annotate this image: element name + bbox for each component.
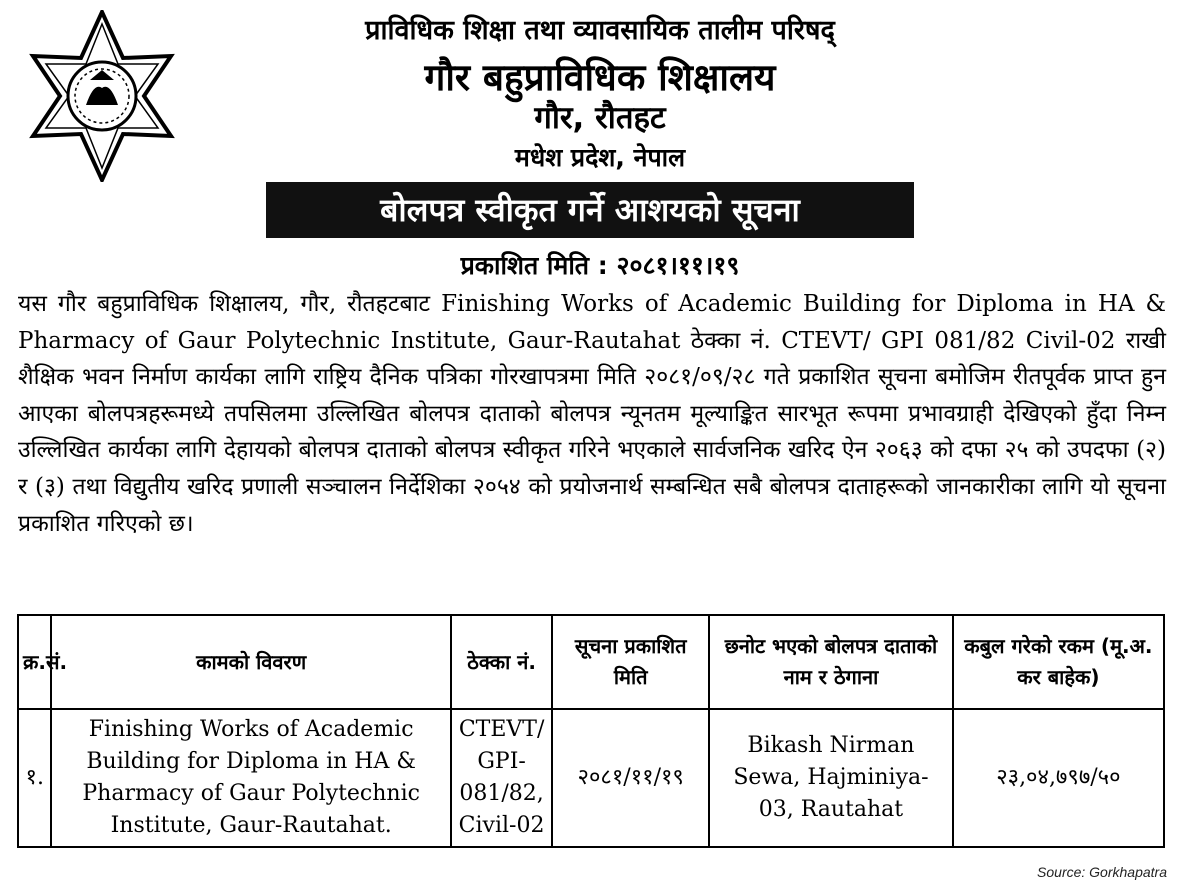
table-row (18, 709, 1164, 847)
cell-contract-no: CTEVT/ GPI- 081/82, Civil-02 (451, 709, 552, 847)
institute-name: गौर बहुप्राविधिक शिक्षालय (424, 56, 776, 99)
source-credit: Source: Gorkhapatra (1037, 864, 1167, 880)
notice-body: यस गौर बहुप्राविधिक शिक्षालय, गौर, रौतहटबाट Finishing Works of Academic Building for Diploma in HA & Pharmacy of Gaur Polytechnic Institute, Gaur-Rautahat ठेक्का नं. CTEVT/ GPI 081/82 Civil-02 राखी शैक्षिक भवन निर्माण कार्यका लागि राष्ट्रिय दैनिक पत्रिका गोरखापत्रमा मिति २०८१/०९/२८ गते प्रकाशित सूचना बमोजिम रीतपूर्वक प्राप्त हुन आएका बोलपत्रहरूमध्ये तपसिलमा उल्लिखित बोलपत्र दाताको बोलपत्र न्यूनतम मूल्याङ्कित सारभूत रूपमा प्रभावग्राही देखिएको हुँदा निम्न उल्लिखित कार्यका लागि देहायको बोलपत्र दाताको बोलपत्र स्वीकृत गरिने भएकाले सार्वजनिक खरिद ऐन २०६३ को दफा २५ को उपदफा (२) र (३) तथा विद्युतीय खरिद प्रणाली सञ्चालन निर्देशिका २०५४ को प्रयोजनार्थ सम्बन्धित सबै बोलपत्र दाताहरूको जानकारीका लागि यो सूचना प्रकाशित गरिएको छ। (18, 291, 1166, 537)
table-header-row (18, 615, 1164, 709)
award-table (17, 614, 1165, 848)
header-description: कामको विवरण (51, 615, 450, 709)
province-country: मधेश प्रदेश, नेपाल (514, 143, 686, 172)
header-bidder: छनोट भएको बोलपत्र दाताको नाम र ठेगाना (709, 615, 953, 709)
institute-location: गौर, रौतहट (534, 100, 666, 136)
cell-bidder: Bikash Nirman Sewa, Hajminiya- 03, Rautahat (709, 709, 953, 847)
published-date: प्रकाशित मिति : २०८१।११।१९ (460, 251, 740, 280)
cell-sn: १. (18, 709, 51, 847)
header-contract-no: ठेक्का नं. (451, 615, 552, 709)
cell-description: Finishing Works of Academic Building for Diploma in HA & Pharmacy of Gaur Polytechnic Institute, Gaur-Rautahat. (51, 709, 450, 847)
header-amount: कबुल गरेको रकम (मू.अ. कर बाहेक) (953, 615, 1164, 709)
header-sn: क्र.सं. (18, 615, 51, 709)
header-notice-date: सूचना प्रकाशित मिति (552, 615, 709, 709)
council-name: प्राविधिक शिक्षा तथा व्यावसायिक तालीम परिषद् (365, 15, 835, 46)
nepal-government-star-emblem-icon (16, 10, 188, 182)
notice-title: बोलपत्र स्वीकृत गर्ने आशयको सूचना (266, 182, 914, 238)
cell-notice-date: २०८१/११/१९ (552, 709, 709, 847)
cell-amount: २३,०४,७९७/५० (953, 709, 1164, 847)
